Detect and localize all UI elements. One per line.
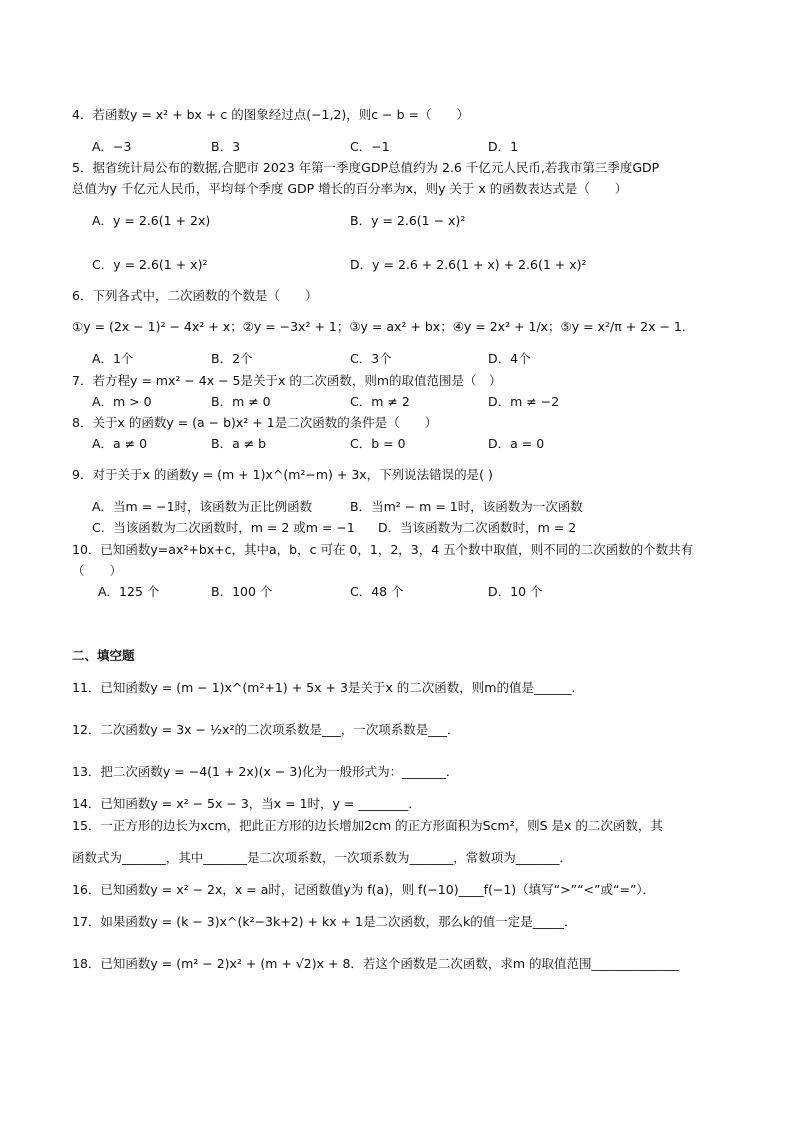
question-14: 14．已知函数y = x² − 5x − 3，当x = 1时，y = ________． bbox=[72, 796, 421, 811]
q7-option-c: C．m ≠ 2 bbox=[350, 394, 410, 409]
question-5-stem-line2: 总值为y 千亿元人民币，平均每个季度 GDP 增长的百分率为x，则y 关于 x 的函数表达式是（ ） bbox=[72, 181, 628, 196]
q4-option-b: B．3 bbox=[211, 139, 241, 154]
q5-option-b: B．y = 2.6(1 − x)² bbox=[350, 213, 466, 228]
q5-option-d: D．y = 2.6 + 2.6(1 + x) + 2.6(1 + x)² bbox=[350, 257, 587, 272]
q7-option-b: B．m ≠ 0 bbox=[211, 394, 271, 409]
question-10-stem-line1: 10．已知函数y=ax²+bx+c，其中a，b，c 可在 0，1，2，3，4 五个数中取值，则不同的二次函数的个数共有 bbox=[72, 542, 694, 557]
q9-option-a: A．当m = −1时，该函数为正比例函数 bbox=[92, 499, 313, 514]
question-6-formulas: ①y = (2x − 1)² − 4x² + x；②y = −3x² + 1；③y = ax² + bx；④y = 2x² + 1/x；⑤y = x²/π + 2x − 1． bbox=[72, 319, 695, 334]
question-15-line1: 15．一正方形的边长为xcm，把此正方形的边长增加2cm 的正方形面积为Scm²，则S 是x 的二次函数，其 bbox=[72, 818, 663, 833]
q5-option-a: A．y = 2.6(1 + 2x) bbox=[92, 213, 211, 228]
question-5-stem-line1: 5．据省统计局公布的数据,合肥市 2023 年第一季度GDP总值约为 2.6 千亿元人民币,若我市第三季度GDP bbox=[72, 160, 660, 175]
q10-option-d: D．10 个 bbox=[488, 584, 543, 599]
q8-option-a: A．a ≠ 0 bbox=[92, 436, 148, 451]
q4-option-c: C．−1 bbox=[350, 139, 390, 154]
section-title-fill-in: 二、填空题 bbox=[72, 648, 135, 663]
question-18: 18．已知函数y = (m² − 2)x² + (m + √2)x + 8．若这个函数是二次函数，求m 的取值范围______________ bbox=[72, 956, 680, 971]
question-15-line2: 函数式为_______，其中_______是二次项系数，一次项系数为_______，常数项为_______． bbox=[72, 850, 573, 865]
q7-option-d: D．m ≠ −2 bbox=[488, 394, 560, 409]
q6-option-b: B．2个 bbox=[211, 351, 253, 366]
question-16: 16．已知函数y = x² − 2x，x = a时，记函数值y为 f(a)，则 f(−10)____f(−1)（填写“>”“<”或“=”）． bbox=[72, 882, 656, 897]
question-7-stem: 7．若方程y = mx² − 4x − 5是关于x 的二次函数，则m的取值范围是（ ） bbox=[72, 373, 502, 388]
question-8-stem: 8．关于x 的函数y = (a − b)x² + 1是二次函数的条件是（ ） bbox=[72, 415, 438, 430]
question-17: 17．如果函数y = (k − 3)x^(k²−3k+2) + kx + 1是二次函数，那么k的值一定是_____． bbox=[72, 914, 577, 929]
q9-option-d: D．当该函数为二次函数时，m = 2 bbox=[378, 520, 577, 535]
q4-option-d: D．1 bbox=[488, 139, 519, 154]
question-13: 13．把二次函数y = −4(1 + 2x)(x − 3)化为一般形式为：_______． bbox=[72, 764, 459, 779]
q9-option-b: B．当m² − m = 1时，该函数为一次函数 bbox=[350, 499, 583, 514]
q6-option-c: C．3个 bbox=[350, 351, 392, 366]
q9-option-c: C．当该函数为二次函数时，m = 2 或m = −1 bbox=[92, 520, 355, 535]
question-9-stem: 9．对于关于x 的函数y = (m + 1)x^(m²−m) + 3x，下列说法错误的是( ) bbox=[72, 467, 493, 482]
question-10-stem-line2: （ ） bbox=[72, 563, 123, 578]
q10-option-a: A．125 个 bbox=[98, 584, 160, 599]
q4-option-a: A．−3 bbox=[92, 139, 132, 154]
q8-option-b: B．a ≠ b bbox=[211, 436, 267, 451]
q8-option-c: C．b = 0 bbox=[350, 436, 406, 451]
q10-option-b: B．100 个 bbox=[211, 584, 273, 599]
question-11: 11．已知函数y = (m − 1)x^(m²+1) + 5x + 3是关于x 的二次函数，则m的值是______． bbox=[72, 680, 584, 695]
question-6-stem: 6．下列各式中，二次函数的个数是（ ） bbox=[72, 288, 318, 303]
q6-option-d: D．4个 bbox=[488, 351, 531, 366]
question-4-stem: 4．若函数y = x² + bx + c 的图象经过点(−1,2)，则c − b =（ ） bbox=[72, 107, 469, 122]
q8-option-d: D．a = 0 bbox=[488, 436, 545, 451]
q10-option-c: C．48 个 bbox=[350, 584, 404, 599]
q7-option-a: A．m > 0 bbox=[92, 394, 152, 409]
q6-option-a: A．1个 bbox=[92, 351, 134, 366]
q5-option-c: C．y = 2.6(1 + x)² bbox=[92, 257, 208, 272]
question-12: 12．二次函数y = 3x − ½x²的二次项系数是___，一次项系数是___． bbox=[72, 722, 460, 737]
